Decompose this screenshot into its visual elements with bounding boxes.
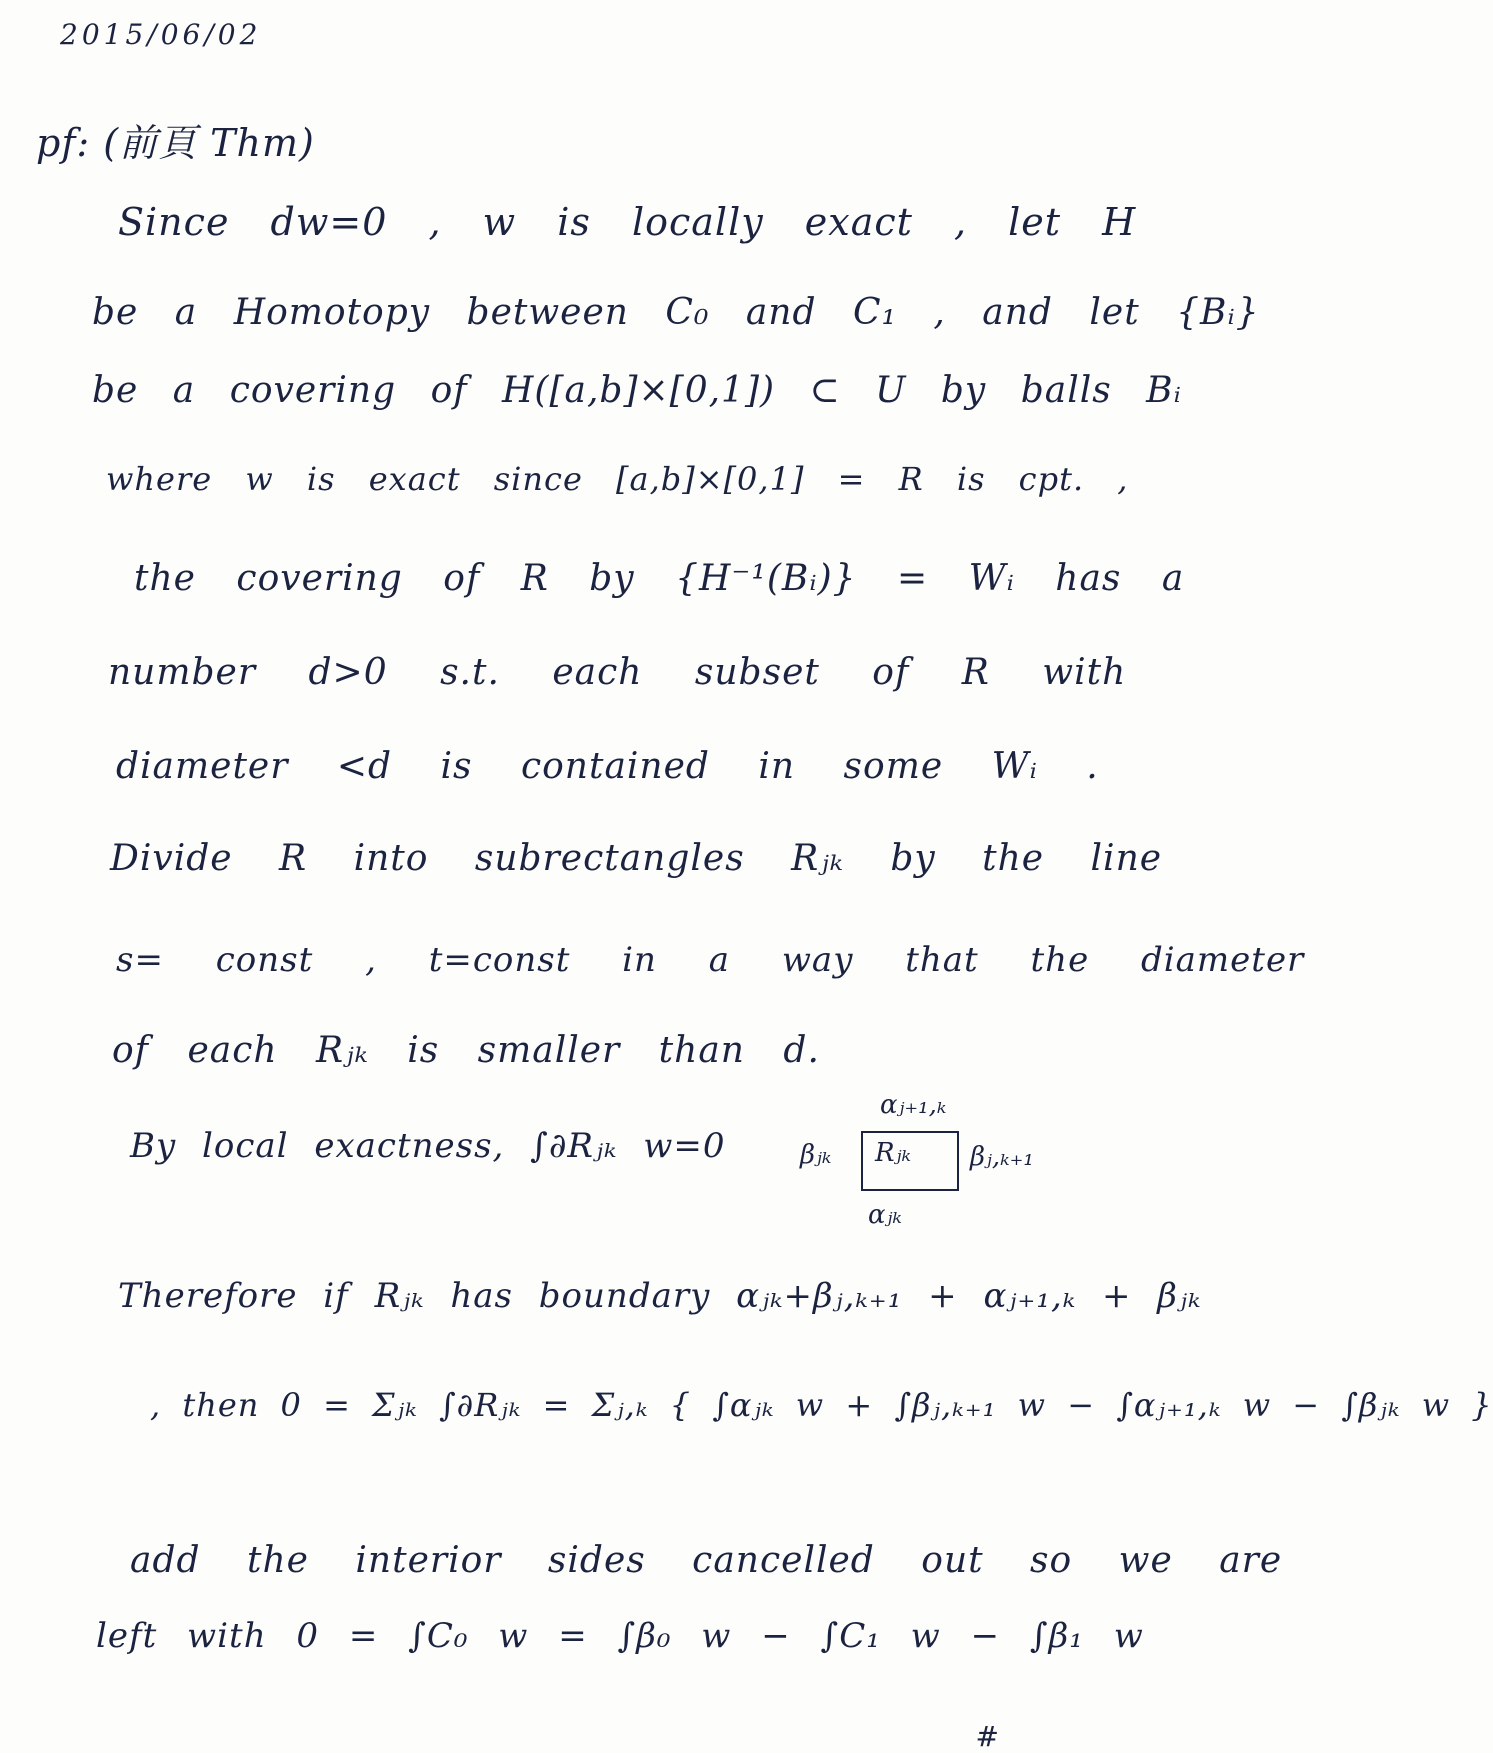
text-line: the covering of R by {H⁻¹(Bᵢ)} = Wᵢ has a bbox=[134, 558, 1185, 599]
rectangle-sketch bbox=[800, 1090, 1130, 1240]
text-line: where w is exact since [a,b]×[0,1] = R is cpt. , bbox=[106, 460, 1129, 498]
end-of-proof-mark: # bbox=[975, 1720, 1000, 1753]
text-line: Therefore if Rⱼₖ has boundary αⱼₖ+βⱼ,ₖ₊₁ + αⱼ₊₁,ₖ + βⱼₖ bbox=[118, 1276, 1202, 1316]
equation-line: left with 0 = ∫C₀ w = ∫β₀ w − ∫C₁ w − ∫β₁ w bbox=[96, 1616, 1144, 1656]
label-bottom-alpha: αⱼₖ bbox=[868, 1200, 902, 1230]
text-line: add the interior sides cancelled out so we are bbox=[130, 1540, 1283, 1581]
equation-line: , then 0 = Σⱼₖ ∫∂Rⱼₖ = Σⱼ,ₖ { ∫αⱼₖ w + ∫βⱼ,ₖ₊₁ w − ∫αⱼ₊₁,ₖ w − ∫βⱼₖ w } bbox=[150, 1386, 1493, 1424]
text-line: be a Homotopy between C₀ and C₁ , and let {Bᵢ} bbox=[92, 292, 1260, 333]
text-line: s= const , t=const in a way that the diameter bbox=[116, 940, 1305, 980]
proof-heading: pf: (前頁 Thm) bbox=[36, 121, 315, 165]
text-line: By local exactness, ∫∂Rⱼₖ w=0 bbox=[130, 1126, 726, 1166]
text-line: Divide R into subrectangles Rⱼₖ by the line bbox=[110, 838, 1163, 879]
label-left-beta: βⱼₖ bbox=[800, 1140, 832, 1170]
label-rectangle: Rⱼₖ bbox=[875, 1138, 911, 1168]
label-right-beta: βⱼ,ₖ₊₁ bbox=[970, 1142, 1034, 1172]
date: 2015/06/02 bbox=[60, 18, 262, 51]
text-line: be a covering of H([a,b]×[0,1]) ⊂ U by balls Bᵢ bbox=[92, 370, 1182, 411]
text-line: diameter <d is contained in some Wᵢ . bbox=[116, 746, 1099, 787]
text-line: Since dw=0 , w is locally exact , let H bbox=[118, 200, 1137, 244]
rectangle-diagram bbox=[800, 1090, 1130, 1240]
label-top-alpha: αⱼ₊₁,ₖ bbox=[880, 1090, 947, 1120]
text-line: of each Rⱼₖ is smaller than d. bbox=[112, 1030, 820, 1071]
text-line: number d>0 s.t. each subset of R with bbox=[108, 652, 1127, 693]
